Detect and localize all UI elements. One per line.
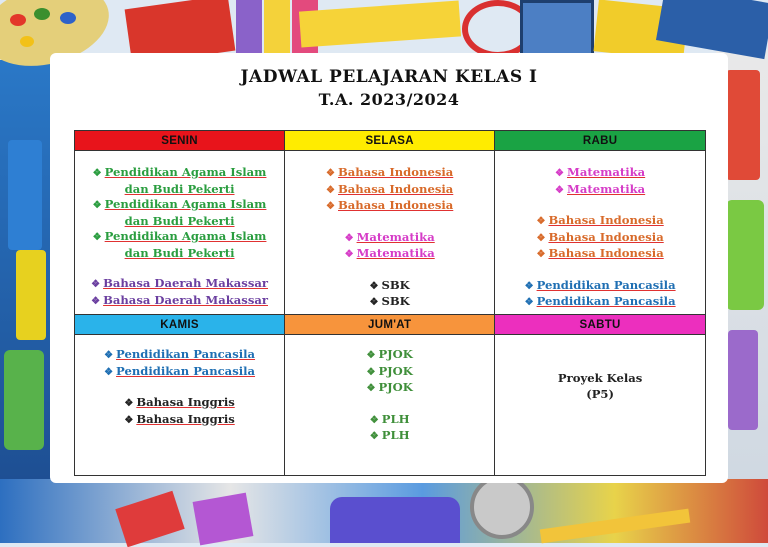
diamond-bullet-icon: ❖ [524, 280, 534, 292]
diamond-bullet-icon: ❖ [326, 201, 335, 212]
subject-matematika [495, 182, 705, 199]
crayon-decoration [193, 493, 254, 546]
diamond-bullet-icon: ❖ [369, 431, 379, 442]
subject-pai-cont [75, 214, 284, 230]
subject-pai-cont [75, 246, 284, 262]
kamis-cell [75, 335, 285, 476]
diamond-bullet-icon: ❖ [536, 216, 546, 227]
crayon-decoration [726, 70, 760, 180]
subject-label: Pendidikan Pancasila [116, 347, 256, 361]
diamond-bullet-icon: ❖ [536, 249, 546, 260]
diamond-bullet-icon: ❖ [104, 366, 114, 378]
subject-label: Pendidikan Pancasila [116, 363, 256, 378]
subject-pancasila [75, 364, 284, 381]
crayon-decoration [4, 350, 44, 450]
schedule-row [75, 335, 706, 476]
senin-cell [75, 151, 285, 315]
crayon-decoration [726, 200, 764, 310]
subject-pai [75, 197, 284, 214]
disc-decoration [470, 475, 534, 539]
diamond-bullet-icon: ❖ [124, 414, 134, 426]
day-header-row [75, 131, 706, 151]
subject-label: Matematika [356, 246, 435, 260]
ruler-decoration [299, 0, 461, 47]
jumat-cell [285, 335, 495, 476]
subject-pai [75, 229, 284, 246]
subject-bahasa-indonesia [495, 246, 705, 263]
paint-bottle-decoration [264, 0, 290, 54]
subject-bahasa-inggris [75, 395, 284, 412]
day-header-row [75, 315, 706, 335]
diamond-bullet-icon: ❖ [91, 295, 101, 307]
subject-label: Matematika [356, 229, 435, 244]
subject-label: Bahasa Inggris [136, 395, 235, 409]
diamond-bullet-icon: ❖ [369, 414, 379, 426]
subject-label: Proyek Kelas [557, 371, 643, 385]
drum-toy-decoration [330, 497, 460, 543]
paint-dot-decoration [20, 36, 34, 47]
schedule-table [74, 130, 706, 476]
subject-label: Bahasa Indonesia [548, 213, 664, 227]
selasa-subject-list [285, 165, 494, 311]
subject-label: Pendidikan Pancasila [536, 277, 676, 292]
diamond-bullet-icon: ❖ [91, 279, 101, 290]
subject-label: Bahasa Indonesia [548, 229, 664, 244]
subject-label: Matematika [567, 165, 646, 179]
subject-matematika [495, 165, 705, 182]
diamond-bullet-icon: ❖ [326, 168, 335, 179]
page-title: JADWAL PELAJARAN KELAS I [240, 67, 538, 87]
diamond-bullet-icon: ❖ [326, 184, 335, 196]
day-header-selasa: SELASA [285, 131, 495, 151]
schedule-card [50, 53, 728, 483]
day-header-rabu: RABU [495, 131, 706, 151]
subject-pjok [285, 364, 494, 381]
subject-pai-cont [75, 182, 284, 198]
diamond-bullet-icon: ❖ [555, 168, 564, 179]
subject-bahasa-inggris [75, 412, 284, 429]
paint-dot-decoration [60, 12, 76, 24]
page-subtitle: T.A. 2023/2024 [318, 90, 460, 109]
subject-bahasa-indonesia [285, 182, 494, 199]
selasa-cell [285, 151, 495, 315]
subject-label: Bahasa Indonesia [338, 198, 454, 212]
diamond-bullet-icon: ❖ [369, 297, 379, 308]
diamond-bullet-icon: ❖ [524, 297, 534, 308]
subject-label: Pendidikan Pancasila [536, 294, 676, 308]
subject-label: Bahasa Indonesia [338, 165, 454, 179]
crayon-decoration [16, 250, 46, 340]
schedule-row [75, 151, 706, 315]
diamond-bullet-icon: ❖ [366, 383, 376, 394]
subject-label: SBK [381, 294, 410, 308]
subject-label: Bahasa Indonesia [338, 181, 454, 196]
paint-dot-decoration [34, 8, 50, 20]
subject-bahasa-indonesia [495, 213, 705, 230]
diamond-bullet-icon: ❖ [555, 184, 564, 196]
subject-pjok [285, 380, 494, 397]
subject-label: Bahasa Daerah Makassar [103, 292, 268, 307]
paint-dot-decoration [10, 14, 26, 26]
subject-label: PLH [381, 428, 410, 442]
subject-proyek [495, 371, 705, 402]
kamis-subject-list [75, 347, 284, 428]
subject-matematika [285, 230, 494, 247]
senin-subject-list [75, 165, 284, 309]
subject-bahasa-daerah [75, 276, 284, 293]
diamond-bullet-icon: ❖ [124, 398, 134, 409]
subject-label: Pendidikan Agama Islam [104, 197, 267, 211]
subject-sbk [285, 278, 494, 295]
subject-label: Bahasa Indonesia [548, 246, 664, 260]
subject-label: Bahasa Daerah Makassar [103, 276, 268, 290]
diamond-bullet-icon: ❖ [92, 168, 102, 179]
subject-label: Pendidikan Agama Islam [104, 229, 267, 243]
jumat-subject-list [285, 347, 494, 445]
diamond-bullet-icon: ❖ [369, 280, 379, 292]
diamond-bullet-icon: ❖ [344, 232, 354, 244]
subject-label: dan Budi Pekerti [124, 245, 235, 260]
subject-label: PJOK [378, 347, 413, 361]
subject-bahasa-indonesia [285, 198, 494, 215]
diamond-bullet-icon: ❖ [92, 232, 102, 243]
sabtu-cell [495, 335, 706, 476]
rabu-cell [495, 151, 706, 315]
subject-label: Bahasa Inggris [136, 411, 235, 426]
subject-bahasa-daerah [75, 293, 284, 310]
paint-bottle-decoration [236, 0, 262, 54]
diamond-bullet-icon: ❖ [92, 200, 102, 211]
diamond-bullet-icon: ❖ [104, 350, 114, 361]
subject-pancasila [495, 278, 705, 295]
day-header-senin: SENIN [75, 131, 285, 151]
crayon-decoration [728, 330, 758, 430]
rabu-subject-list [495, 165, 705, 311]
day-header-jumat: JUM'AT [285, 315, 495, 335]
day-header-sabtu: SABTU [495, 315, 706, 335]
subject-pai [75, 165, 284, 182]
diamond-bullet-icon: ❖ [366, 366, 376, 378]
subject-pjok [285, 347, 494, 364]
subject-plh [285, 412, 494, 429]
diamond-bullet-icon: ❖ [536, 232, 546, 244]
subject-pancasila [75, 347, 284, 364]
subject-matematika [285, 246, 494, 263]
subject-label: PJOK [378, 380, 413, 394]
subject-label: dan Budi Pekerti [124, 213, 235, 228]
subject-label: Pendidikan Agama Islam [104, 165, 267, 179]
subject-label: PLH [381, 411, 410, 426]
crayon-decoration [8, 140, 42, 250]
subject-sbk [285, 294, 494, 311]
diamond-bullet-icon: ❖ [366, 350, 376, 361]
subject-plh [285, 428, 494, 445]
subject-bahasa-indonesia [285, 165, 494, 182]
subject-bahasa-indonesia [495, 230, 705, 247]
day-header-kamis: KAMIS [75, 315, 285, 335]
subject-label: SBK [381, 277, 410, 292]
subject-pancasila [495, 294, 705, 311]
subject-label: Matematika [567, 181, 646, 196]
subject-label: PJOK [378, 363, 413, 378]
diamond-bullet-icon: ❖ [344, 249, 354, 260]
subject-label: (P5) [586, 386, 614, 401]
subject-label: dan Budi Pekerti [124, 181, 235, 196]
